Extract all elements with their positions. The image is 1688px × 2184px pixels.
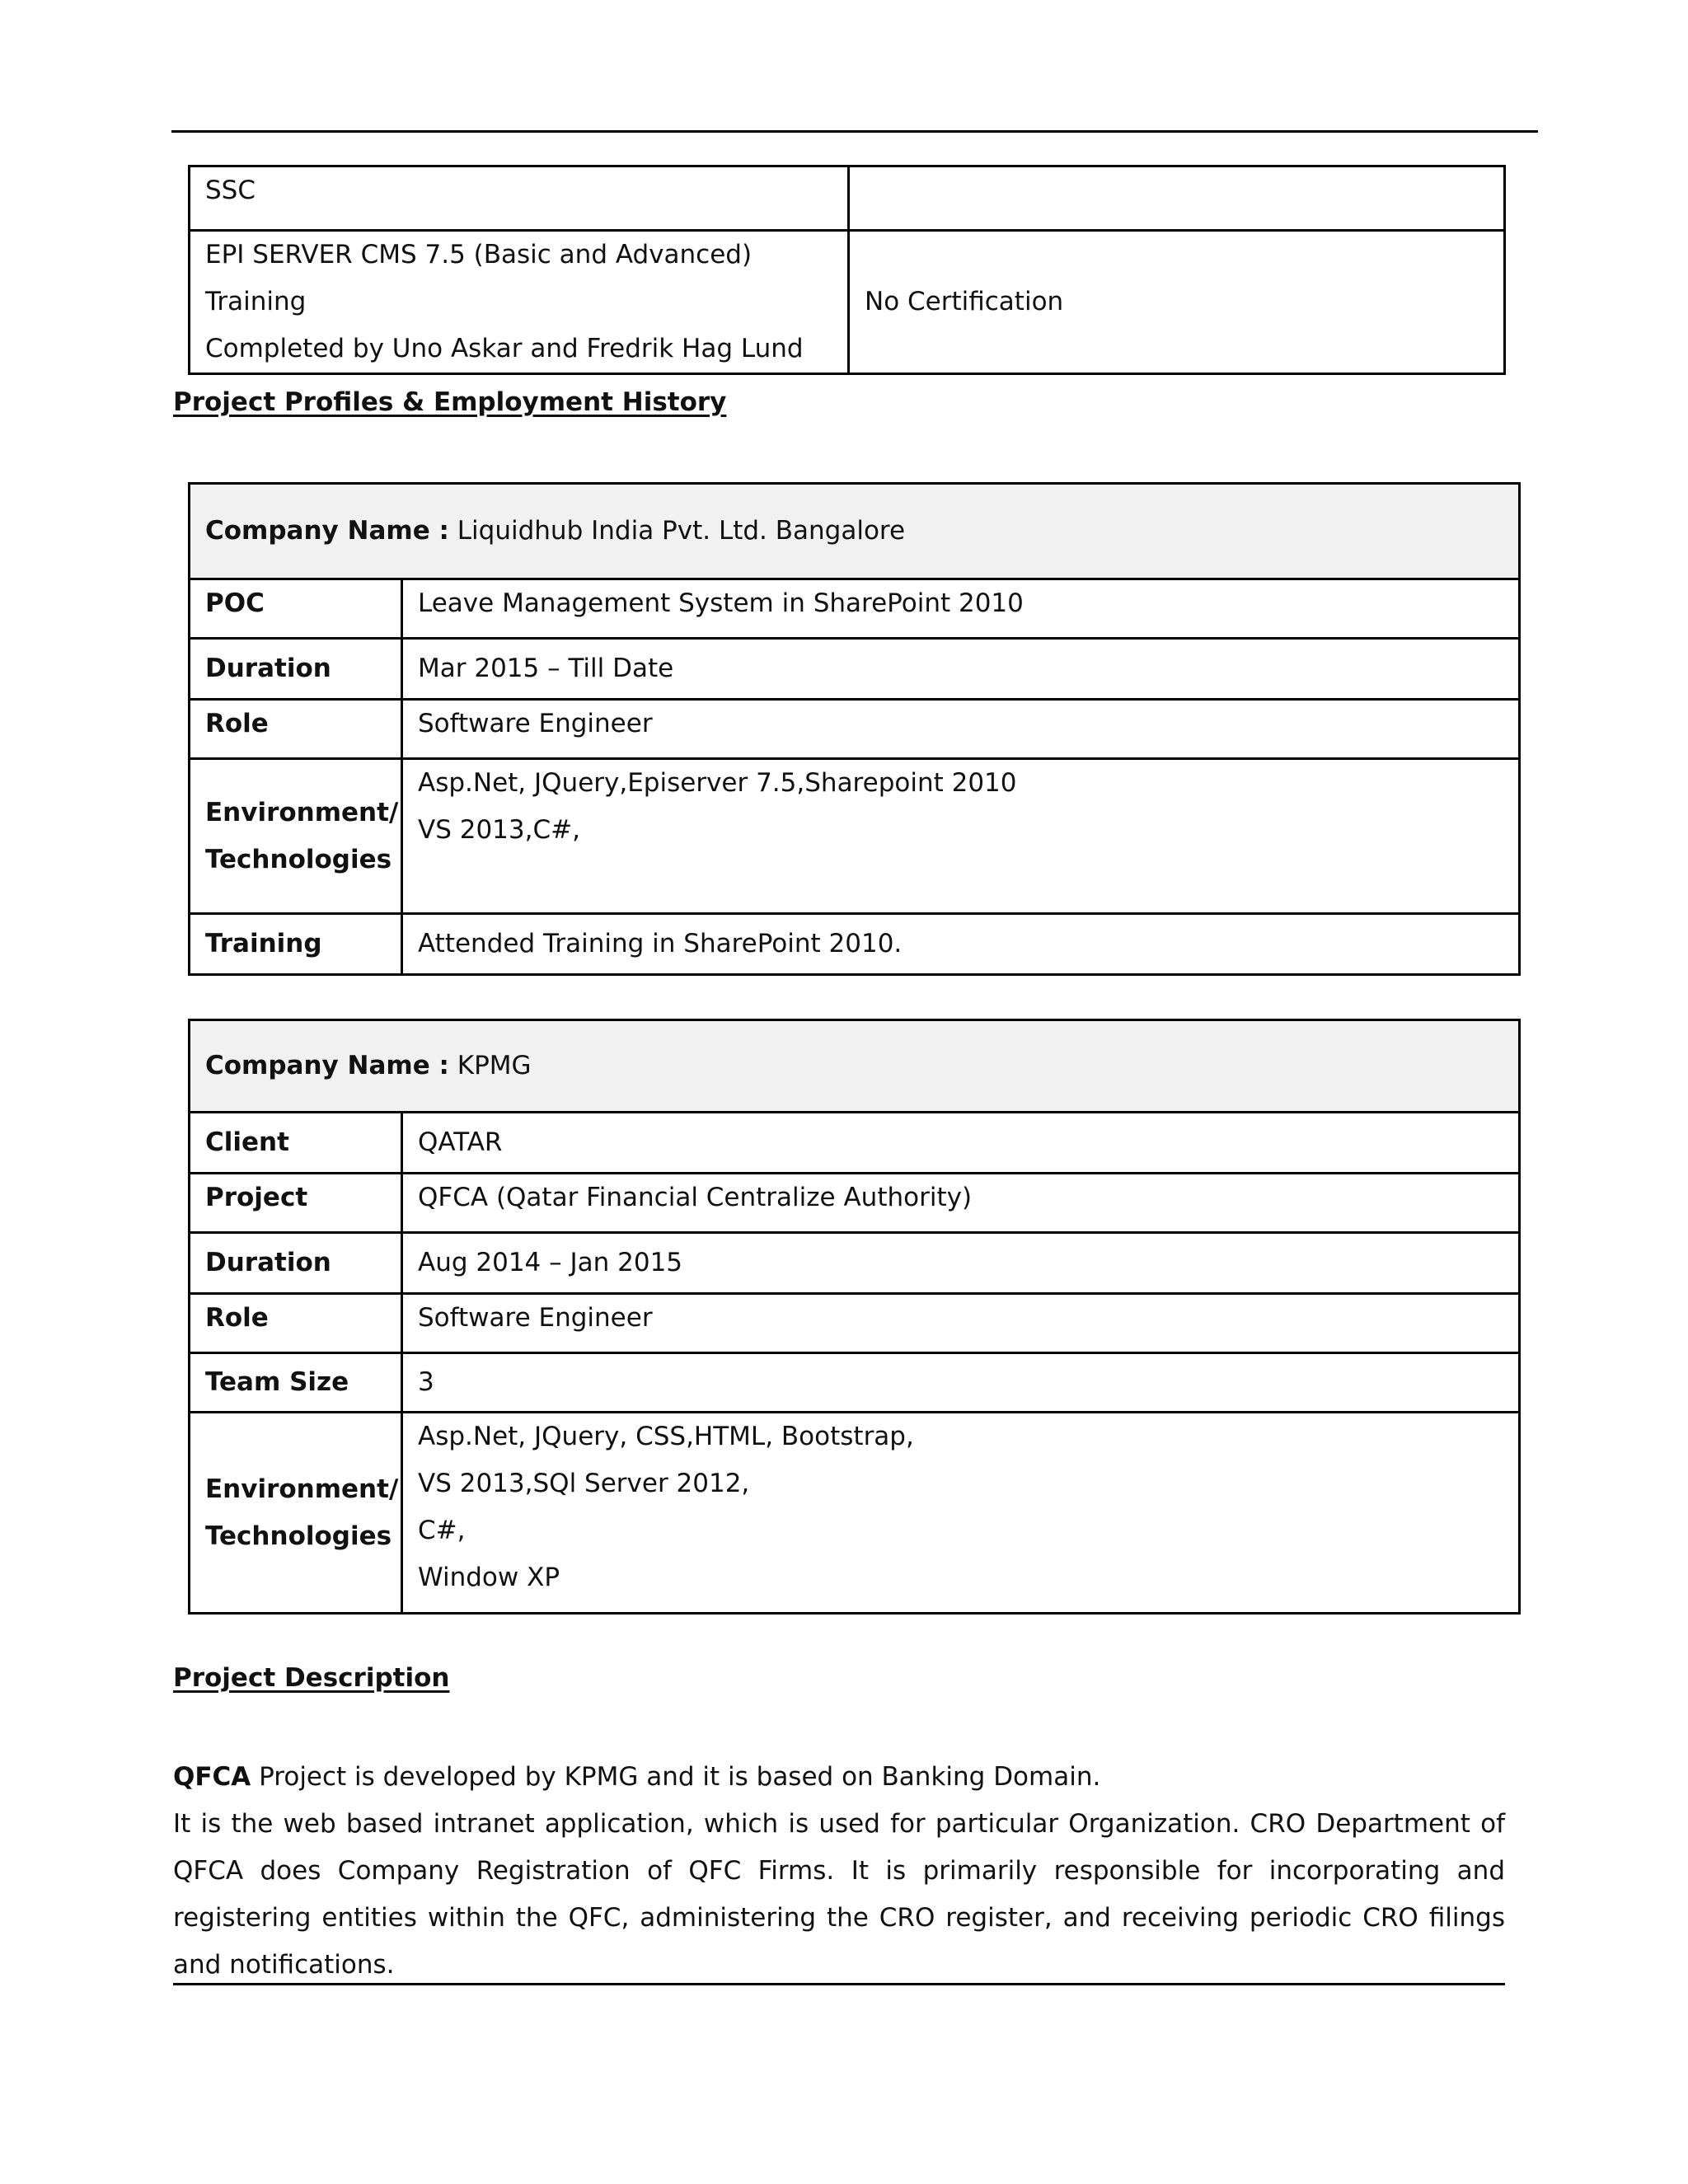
table-row [190, 1413, 1520, 1614]
company-name-cell [190, 1020, 1520, 1113]
row-value: Software Engineer [402, 1294, 1520, 1353]
certifications-table [188, 165, 1506, 375]
description-line-rest: Project is developed by KPMG and it is based on Banking Domain. [251, 1762, 1101, 1792]
row-value: Mar 2015 – Till Date [402, 639, 1520, 700]
table-row [190, 1113, 1520, 1174]
env-line: C#, [418, 1516, 466, 1545]
table-row [190, 1233, 1520, 1294]
table-row [190, 1174, 1520, 1233]
env-line: Window XP [418, 1563, 560, 1592]
company-table-kpmg [188, 1019, 1521, 1615]
row-label: Role [190, 1294, 402, 1353]
project-description-text [173, 1754, 1505, 1989]
description-lead: QFCA [173, 1762, 251, 1792]
company-name-value: KPMG [457, 1051, 532, 1080]
company-name-row [190, 484, 1520, 579]
bottom-rule [173, 1983, 1505, 1985]
row-label: Duration [190, 1233, 402, 1294]
env-label-line: Environment/ [205, 1474, 399, 1504]
company-name-value: Liquidhub India Pvt. Ltd. Bangalore [457, 516, 906, 546]
row-value: Leave Management System in SharePoint 2010 [402, 579, 1520, 639]
env-line: VS 2013,SQl Server 2012, [418, 1469, 750, 1498]
row-label [190, 1413, 402, 1614]
table-row [190, 639, 1520, 700]
env-label-line: Environment/ [205, 797, 399, 827]
row-value: Attended Training in SharePoint 2010. [402, 914, 1520, 975]
company-name-row [190, 1020, 1520, 1113]
table-row [190, 1294, 1520, 1353]
row-value: QFCA (Qatar Financial Centralize Authority) [402, 1174, 1520, 1233]
row-label: Client [190, 1113, 402, 1174]
row-label [190, 759, 402, 914]
section-heading-project-profiles: Project Profiles & Employment History [173, 387, 727, 417]
table-row [190, 914, 1520, 975]
table-row [190, 579, 1520, 639]
row-label: Duration [190, 639, 402, 700]
row-value: QATAR [402, 1113, 1520, 1174]
row-value [402, 1413, 1520, 1614]
row-value: Software Engineer [402, 700, 1520, 759]
cert-name-line: EPI SERVER CMS 7.5 (Basic and Advanced) Training [205, 240, 753, 316]
company-name-label: Company Name : [205, 1051, 449, 1080]
env-line: Asp.Net, JQuery, CSS,HTML, Bootstrap, [418, 1422, 914, 1451]
row-value: 3 [402, 1353, 1520, 1413]
row-label: Project [190, 1174, 402, 1233]
cert-name-cell: SSC [190, 166, 849, 231]
company-table-liquidhub [188, 482, 1521, 976]
row-label: POC [190, 579, 402, 639]
table-row [190, 700, 1520, 759]
cert-status-cell: No Certification [849, 231, 1505, 374]
table-row [190, 166, 1505, 231]
env-label-line: Technologies [205, 1521, 392, 1551]
section-heading-project-description: Project Description [173, 1663, 450, 1693]
company-name-cell [190, 484, 1520, 579]
description-paragraph: It is the web based intranet application, which is used for particular Organization. CRO Department of QFCA does Company Registration of QFC Firms. It is primarily responsible for incorporating and registering entities within the QFC, administering the CRO register, and receiving periodic CRO filings and notifications. [173, 1809, 1505, 1980]
env-line: Asp.Net, JQuery,Episerver 7.5,Sharepoint 2010 [418, 768, 1017, 798]
top-rule [171, 130, 1538, 133]
row-label: Role [190, 700, 402, 759]
row-label: Training [190, 914, 402, 975]
env-label-line: Technologies [205, 844, 392, 874]
table-row [190, 759, 1520, 914]
cert-name-cell [190, 231, 849, 374]
description-line [173, 1754, 1505, 1801]
row-label: Team Size [190, 1353, 402, 1413]
cert-status-cell [849, 166, 1505, 231]
cert-name-line: Completed by Uno Askar and Fredrik Hag Lund [205, 334, 804, 363]
company-name-label: Company Name : [205, 516, 449, 546]
row-value [402, 759, 1520, 914]
table-row [190, 1353, 1520, 1413]
row-value: Aug 2014 – Jan 2015 [402, 1233, 1520, 1294]
table-row [190, 231, 1505, 374]
env-line: VS 2013,C#, [418, 815, 580, 845]
